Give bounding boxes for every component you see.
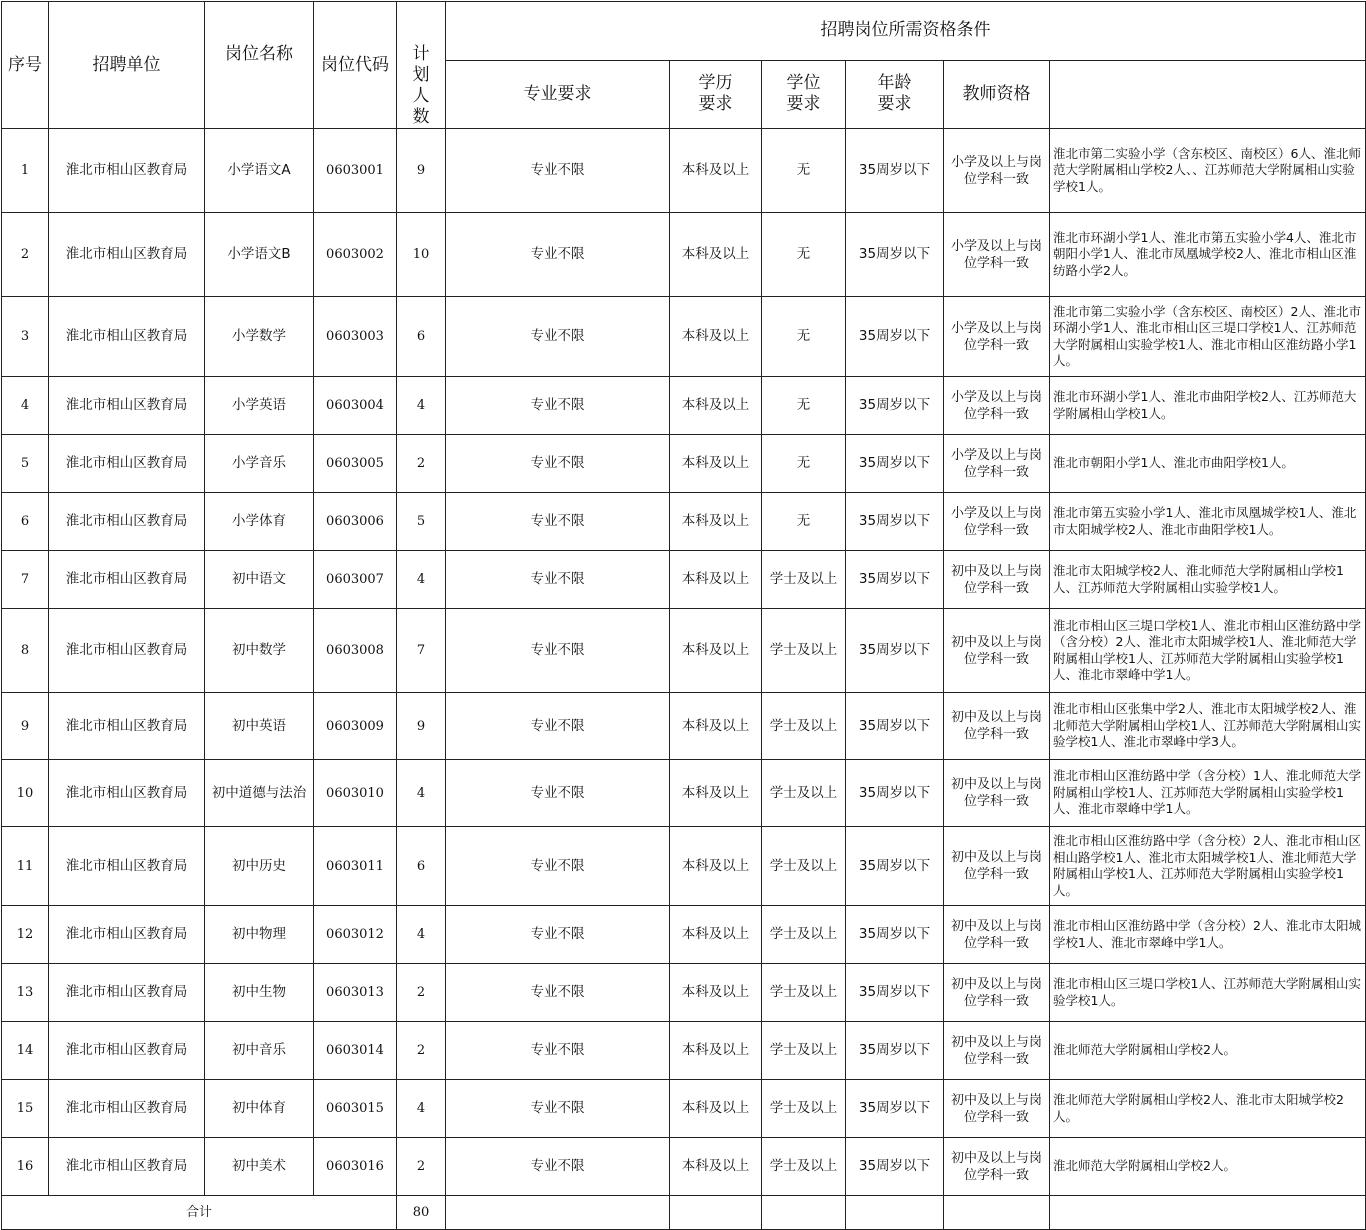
row-teacher-cert: 初中及以上与岗位学科一致 [944,906,1050,964]
total-empty-cell [670,1196,762,1230]
row-degree: 无 [762,213,846,297]
row-major: 专业不限 [446,1138,670,1196]
row-degree: 学士及以上 [762,693,846,760]
row-remark: 淮北市相山区淮纺路中学（含分校）2人、淮北市相山区相山路学校1人、淮北市太阳城学校1人、淮北师范大学附属相山学校1人、江苏师范大学附属相山实验学校1人。 [1050,827,1366,906]
row-degree: 学士及以上 [762,1022,846,1080]
header-qualifications: 招聘岗位所需资格条件 [446,2,1366,61]
total-empty-cell [944,1196,1050,1230]
row-age: 35周岁以下 [846,297,944,377]
table-row [2,906,1366,964]
row-position: 初中体育 [205,1080,314,1138]
row-teacher-cert: 初中及以上与岗位学科一致 [944,760,1050,827]
header-seq: 序号 [2,2,49,129]
row-seq: 3 [2,297,49,377]
row-code: 0603004 [314,377,397,435]
row-position: 初中语文 [205,551,314,609]
row-major: 专业不限 [446,435,670,493]
row-seq: 14 [2,1022,49,1080]
row-major: 专业不限 [446,493,670,551]
row-seq: 9 [2,693,49,760]
table-row [2,377,1366,435]
header-degree: 学位要求 [762,60,846,128]
row-teacher-cert: 初中及以上与岗位学科一致 [944,693,1050,760]
table-row [2,760,1366,827]
row-degree: 无 [762,435,846,493]
row-education: 本科及以上 [670,551,762,609]
row-plan: 9 [397,129,446,213]
row-major: 专业不限 [446,213,670,297]
row-code: 0603010 [314,760,397,827]
header-education: 学历要求 [670,60,762,128]
row-seq: 2 [2,213,49,297]
row-code: 0603009 [314,693,397,760]
row-degree: 无 [762,493,846,551]
row-education: 本科及以上 [670,1022,762,1080]
row-degree: 无 [762,377,846,435]
row-code: 0603013 [314,964,397,1022]
row-unit: 淮北市相山区教育局 [49,435,205,493]
row-major: 专业不限 [446,551,670,609]
row-age: 35周岁以下 [846,827,944,906]
table-row [2,551,1366,609]
total-empty-cell [846,1196,944,1230]
row-seq: 5 [2,435,49,493]
row-teacher-cert: 初中及以上与岗位学科一致 [944,551,1050,609]
row-code: 0603007 [314,551,397,609]
row-code: 0603006 [314,493,397,551]
row-education: 本科及以上 [670,213,762,297]
total-row [2,1196,1366,1230]
row-education: 本科及以上 [670,827,762,906]
row-position: 初中音乐 [205,1022,314,1080]
row-remark: 淮北市相山区淮纺路中学（含分校）1人、淮北师范大学附属相山学校1人、江苏师范大学附属相山实验学校1人、淮北市翠峰中学1人。 [1050,760,1366,827]
row-seq: 16 [2,1138,49,1196]
row-major: 专业不限 [446,906,670,964]
row-seq: 12 [2,906,49,964]
row-seq: 4 [2,377,49,435]
row-major: 专业不限 [446,609,670,693]
row-age: 35周岁以下 [846,1080,944,1138]
row-degree: 学士及以上 [762,1080,846,1138]
row-position: 初中历史 [205,827,314,906]
row-major: 专业不限 [446,1022,670,1080]
row-unit: 淮北市相山区教育局 [49,964,205,1022]
row-remark: 淮北市第五实验小学1人、淮北市凤凰城学校1人、淮北市太阳城学校2人、淮北市曲阳学校1人。 [1050,493,1366,551]
row-age: 35周岁以下 [846,760,944,827]
row-remark: 淮北师范大学附属相山学校2人。 [1050,1138,1366,1196]
row-degree: 学士及以上 [762,906,846,964]
row-teacher-cert: 初中及以上与岗位学科一致 [944,964,1050,1022]
row-teacher-cert: 小学及以上与岗位学科一致 [944,377,1050,435]
row-position: 小学音乐 [205,435,314,493]
row-position: 初中英语 [205,693,314,760]
row-education: 本科及以上 [670,493,762,551]
row-age: 35周岁以下 [846,377,944,435]
row-teacher-cert: 初中及以上与岗位学科一致 [944,609,1050,693]
row-code: 0603001 [314,129,397,213]
row-position: 初中物理 [205,906,314,964]
row-age: 35周岁以下 [846,551,944,609]
row-education: 本科及以上 [670,129,762,213]
row-major: 专业不限 [446,129,670,213]
row-unit: 淮北市相山区教育局 [49,1138,205,1196]
row-plan: 6 [397,297,446,377]
row-age: 35周岁以下 [846,964,944,1022]
row-position: 初中道德与法治 [205,760,314,827]
row-code: 0603012 [314,906,397,964]
row-age: 35周岁以下 [846,435,944,493]
row-teacher-cert: 初中及以上与岗位学科一致 [944,1022,1050,1080]
row-plan: 2 [397,435,446,493]
row-plan: 4 [397,760,446,827]
total-label: 合计 [2,1196,397,1230]
row-position: 初中生物 [205,964,314,1022]
row-age: 35周岁以下 [846,1022,944,1080]
row-unit: 淮北市相山区教育局 [49,760,205,827]
row-remark: 淮北市第二实验小学（含东校区、南校区）2人、淮北市环湖小学1人、淮北市相山区三堤口学校1人、江苏师范大学附属相山实验学校1人、淮北市相山区淮纺路小学1人。 [1050,297,1366,377]
table-body [2,129,1366,1230]
row-education: 本科及以上 [670,297,762,377]
row-remark: 淮北市环湖小学1人、淮北市曲阳学校2人、江苏师范大学附属相山学校1人。 [1050,377,1366,435]
row-education: 本科及以上 [670,1080,762,1138]
row-position: 小学体育 [205,493,314,551]
table-row [2,493,1366,551]
row-major: 专业不限 [446,827,670,906]
row-code: 0603003 [314,297,397,377]
row-education: 本科及以上 [670,377,762,435]
header-position: 岗位名称 [205,2,314,129]
row-remark: 淮北师范大学附属相山学校2人。 [1050,1022,1366,1080]
row-major: 专业不限 [446,1080,670,1138]
table-row [2,609,1366,693]
row-code: 0603016 [314,1138,397,1196]
row-plan: 4 [397,1080,446,1138]
header-major: 专业要求 [446,60,670,128]
row-education: 本科及以上 [670,906,762,964]
row-unit: 淮北市相山区教育局 [49,551,205,609]
row-degree: 无 [762,297,846,377]
row-code: 0603008 [314,609,397,693]
total-plan: 80 [397,1196,446,1230]
table-row [2,1022,1366,1080]
row-plan: 4 [397,906,446,964]
row-unit: 淮北市相山区教育局 [49,827,205,906]
row-remark: 淮北市相山区三堤口学校1人、江苏师范大学附属相山实验学校1人。 [1050,964,1366,1022]
row-code: 0603002 [314,213,397,297]
row-teacher-cert: 初中及以上与岗位学科一致 [944,827,1050,906]
row-education: 本科及以上 [670,964,762,1022]
row-unit: 淮北市相山区教育局 [49,906,205,964]
row-position: 初中美术 [205,1138,314,1196]
row-age: 35周岁以下 [846,493,944,551]
row-age: 35周岁以下 [846,129,944,213]
header-unit: 招聘单位 [49,2,205,129]
row-unit: 淮北市相山区教育局 [49,129,205,213]
row-remark: 淮北市相山区张集中学2人、淮北市太阳城学校2人、淮北师范大学附属相山学校1人、江苏师范大学附属相山实验学校1人、淮北市翠峰中学3人。 [1050,693,1366,760]
row-unit: 淮北市相山区教育局 [49,377,205,435]
row-seq: 1 [2,129,49,213]
row-degree: 学士及以上 [762,760,846,827]
row-education: 本科及以上 [670,609,762,693]
header-plan: 计划人数 [397,2,446,129]
header-age: 年龄要求 [846,60,944,128]
row-teacher-cert: 小学及以上与岗位学科一致 [944,297,1050,377]
row-code: 0603005 [314,435,397,493]
row-education: 本科及以上 [670,693,762,760]
table-row [2,1138,1366,1196]
row-remark: 淮北市第二实验小学（含东校区、南校区）6人、淮北师范大学附属相山学校2人、、江苏师范大学附属相山实验学校1人。 [1050,129,1366,213]
row-plan: 9 [397,693,446,760]
row-seq: 11 [2,827,49,906]
row-code: 0603011 [314,827,397,906]
row-plan: 2 [397,1022,446,1080]
row-degree: 学士及以上 [762,827,846,906]
row-education: 本科及以上 [670,435,762,493]
row-plan: 2 [397,1138,446,1196]
row-code: 0603014 [314,1022,397,1080]
header-teacher-cert: 教师资格 [944,60,1050,128]
row-unit: 淮北市相山区教育局 [49,213,205,297]
row-seq: 6 [2,493,49,551]
row-age: 35周岁以下 [846,1138,944,1196]
row-age: 35周岁以下 [846,609,944,693]
table-row [2,213,1366,297]
row-teacher-cert: 小学及以上与岗位学科一致 [944,435,1050,493]
row-seq: 8 [2,609,49,693]
row-seq: 13 [2,964,49,1022]
row-plan: 6 [397,827,446,906]
row-remark: 淮北师范大学附属相山学校2人、淮北市太阳城学校2人。 [1050,1080,1366,1138]
row-remark: 淮北市相山区淮纺路中学（含分校）2人、淮北市太阳城学校1人、淮北市翠峰中学1人。 [1050,906,1366,964]
total-empty-cell [762,1196,846,1230]
header-code: 岗位代码 [314,2,397,129]
row-unit: 淮北市相山区教育局 [49,1022,205,1080]
row-seq: 7 [2,551,49,609]
row-degree: 学士及以上 [762,964,846,1022]
row-teacher-cert: 初中及以上与岗位学科一致 [944,1080,1050,1138]
row-plan: 7 [397,609,446,693]
row-degree: 无 [762,129,846,213]
table-row [2,435,1366,493]
row-unit: 淮北市相山区教育局 [49,609,205,693]
row-seq: 15 [2,1080,49,1138]
row-age: 35周岁以下 [846,906,944,964]
row-major: 专业不限 [446,377,670,435]
row-unit: 淮北市相山区教育局 [49,493,205,551]
row-degree: 学士及以上 [762,609,846,693]
row-remark: 淮北市朝阳小学1人、淮北市曲阳学校1人。 [1050,435,1366,493]
row-plan: 2 [397,964,446,1022]
row-position: 小学语文B [205,213,314,297]
recruitment-table [1,1,1366,1230]
row-major: 专业不限 [446,297,670,377]
row-degree: 学士及以上 [762,551,846,609]
row-unit: 淮北市相山区教育局 [49,297,205,377]
total-empty-cell [1050,1196,1366,1230]
row-seq: 10 [2,760,49,827]
table-row [2,964,1366,1022]
row-position: 小学数学 [205,297,314,377]
row-major: 专业不限 [446,693,670,760]
row-teacher-cert: 小学及以上与岗位学科一致 [944,213,1050,297]
row-position: 初中数学 [205,609,314,693]
row-major: 专业不限 [446,760,670,827]
row-teacher-cert: 小学及以上与岗位学科一致 [944,129,1050,213]
table-row [2,1080,1366,1138]
row-code: 0603015 [314,1080,397,1138]
row-position: 小学语文A [205,129,314,213]
table-row [2,693,1366,760]
row-position: 小学英语 [205,377,314,435]
row-education: 本科及以上 [670,1138,762,1196]
row-age: 35周岁以下 [846,693,944,760]
row-remark: 淮北市太阳城学校2人、淮北师范大学附属相山学校1人、江苏师范大学附属相山实验学校1人。 [1050,551,1366,609]
row-teacher-cert: 初中及以上与岗位学科一致 [944,1138,1050,1196]
row-remark: 淮北市相山区三堤口学校1人、淮北市相山区淮纺路中学（含分校）2人、淮北市太阳城学校1人、淮北师范大学附属相山学校1人、江苏师范大学附属相山实验学校1人、淮北市翠峰中学1人。 [1050,609,1366,693]
row-major: 专业不限 [446,964,670,1022]
row-education: 本科及以上 [670,760,762,827]
row-plan: 4 [397,551,446,609]
row-remark: 淮北市环湖小学1人、淮北市第五实验小学4人、淮北市朝阳小学1人、淮北市凤凰城学校2人、淮北市相山区淮纺路小学2人。 [1050,213,1366,297]
total-empty-cell [446,1196,670,1230]
row-degree: 学士及以上 [762,1138,846,1196]
row-age: 35周岁以下 [846,213,944,297]
row-teacher-cert: 小学及以上与岗位学科一致 [944,493,1050,551]
table-row [2,297,1366,377]
row-plan: 5 [397,493,446,551]
row-plan: 10 [397,213,446,297]
row-unit: 淮北市相山区教育局 [49,1080,205,1138]
row-plan: 4 [397,377,446,435]
table-row [2,129,1366,213]
table-row [2,827,1366,906]
row-unit: 淮北市相山区教育局 [49,693,205,760]
